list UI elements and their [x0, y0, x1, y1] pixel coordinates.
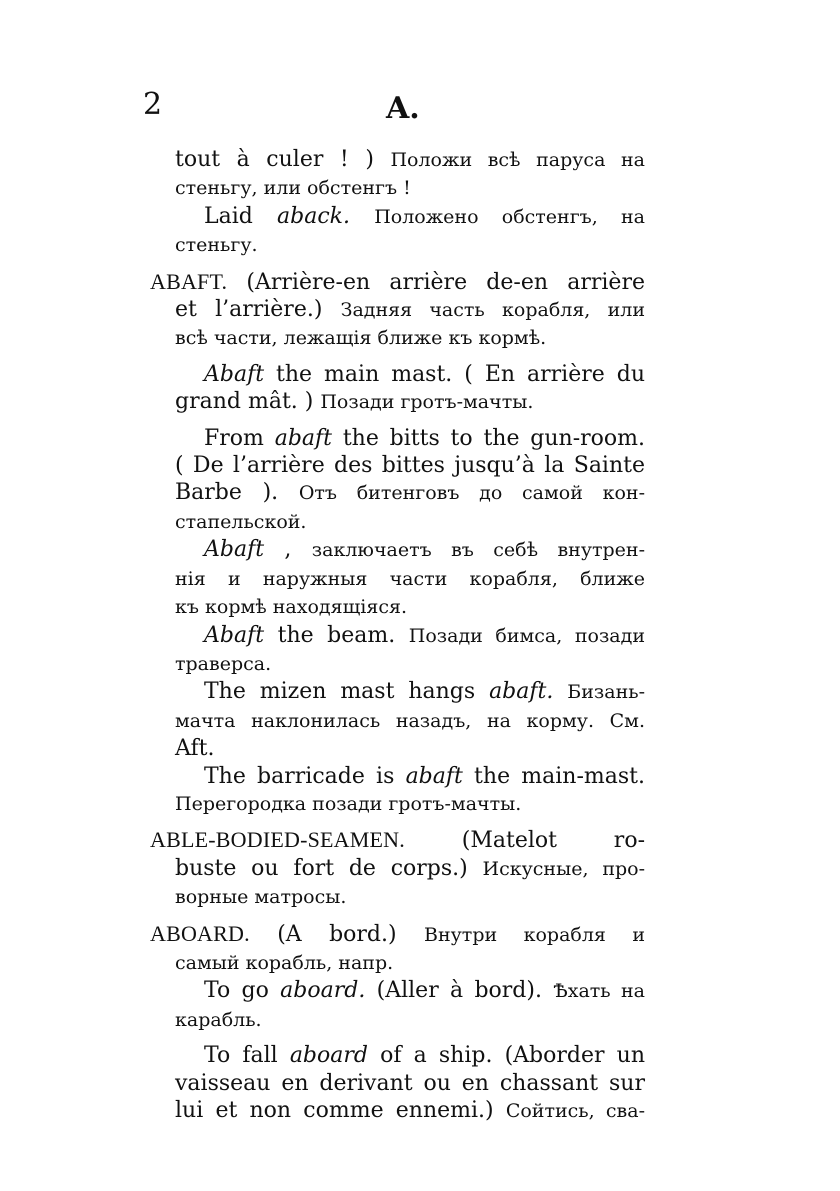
text-line	[150, 593, 645, 621]
text-line	[150, 231, 645, 259]
text-segment: Позади гротъ-мачты.	[320, 391, 534, 414]
text-segment: траверса.	[175, 652, 272, 675]
text-line	[150, 678, 645, 706]
text-line	[150, 425, 645, 452]
text-segment: Задняя часть корабля, или	[340, 299, 645, 322]
text-line	[150, 707, 645, 735]
text-line	[150, 479, 645, 507]
text-line	[150, 826, 645, 854]
page-number: 2	[143, 87, 163, 122]
text-segment: vaisseau en derivant ou en chassant sur	[175, 1070, 645, 1096]
text-segment: Положи всѣ паруса на	[390, 149, 645, 171]
text-line	[150, 1006, 645, 1034]
italic-term: Abaft	[204, 537, 265, 563]
text-segment	[350, 204, 374, 229]
text-line	[150, 296, 645, 324]
text-line	[150, 622, 645, 650]
text-line	[150, 1042, 645, 1069]
text-segment: the bitts to the gun-room.	[332, 425, 645, 451]
italic-term: aboard.	[280, 978, 366, 1004]
text-segment: ,	[264, 537, 312, 563]
italic-term: aboard	[289, 1043, 368, 1069]
text-segment: самый корабль, напр.	[175, 951, 394, 974]
text-line	[150, 203, 645, 231]
text-segment: Перегородка позади гротъ-мачты.	[175, 792, 522, 815]
text-segment: the main mast. ( En arrière du	[264, 361, 645, 387]
entry-headword: ABLE-BODIED-SEAMEN.	[150, 827, 405, 853]
italic-term: abaft	[405, 763, 463, 789]
text-segment: the main-mast.	[462, 763, 645, 789]
italic-term: Abaft	[204, 361, 265, 387]
text-segment: tout à culer ! )	[175, 147, 391, 172]
text-segment: Внутри корабля и	[424, 923, 645, 946]
text-segment: (Arrière-en arrière de-en arrière	[227, 269, 645, 295]
text-line	[150, 949, 645, 977]
text-line	[150, 268, 645, 296]
text-segment: To go	[204, 978, 281, 1004]
text-line	[150, 324, 645, 352]
text-line	[150, 735, 645, 762]
text-line	[150, 146, 645, 174]
text-segment: the beam.	[264, 622, 409, 648]
text-line	[150, 650, 645, 678]
text-line	[150, 883, 645, 911]
text-segment: стеньгу, или обстенгъ !	[175, 177, 411, 200]
text-segment: Отъ битенговъ до самой кон-	[298, 482, 646, 505]
text-line	[150, 565, 645, 593]
text-segment: ( De l’arrière des bittes jusqu’à la Sainte	[175, 453, 645, 479]
text-line	[150, 452, 645, 479]
text-line	[150, 1070, 645, 1097]
text-segment: стапельской.	[175, 510, 307, 533]
text-segment: (Aller à bord).	[365, 978, 554, 1004]
text-line	[150, 763, 645, 790]
text-segment: Искусные, про-	[482, 857, 646, 880]
text-line	[150, 920, 645, 949]
text-segment: къ кормѣ находящіяся.	[175, 596, 407, 619]
text-segment: (A bord.)	[249, 921, 424, 947]
text-segment: of a ship. (Aborder un	[367, 1043, 645, 1069]
text-segment: lui et non comme ennemi.)	[175, 1098, 506, 1123]
dictionary-text	[150, 146, 645, 1125]
text-line	[150, 508, 645, 536]
running-head: A.	[386, 91, 420, 126]
text-segment	[553, 679, 567, 704]
text-segment: Laid	[204, 203, 278, 229]
text-segment: мачта наклонилась назадъ, на корму. См.	[175, 709, 645, 732]
text-segment: Бизань-	[567, 681, 646, 704]
text-segment: To fall	[204, 1043, 290, 1069]
text-line	[150, 174, 645, 202]
text-segment: buste ou fort de corps.)	[175, 855, 483, 881]
text-segment: From	[204, 425, 275, 451]
text-line	[150, 388, 645, 416]
text-segment: заключаетъ въ себѣ внутрен-	[311, 539, 645, 562]
text-segment: стеньгу.	[175, 234, 258, 257]
text-line	[150, 790, 645, 818]
text-line	[150, 536, 645, 564]
text-segment: et l’arrière.)	[175, 297, 341, 323]
text-line	[150, 361, 645, 388]
entry-headword: ABOARD.	[150, 920, 250, 946]
text-segment: Позади бимса, позади	[408, 624, 645, 647]
text-segment: (Matelot ro-	[404, 828, 645, 854]
text-segment: всѣ части, лежащія ближе къ кормѣ.	[175, 327, 547, 350]
text-segment: The mizen mast hangs	[204, 679, 490, 705]
italic-term: aback.	[277, 203, 350, 229]
text-segment: ворные матросы.	[175, 886, 347, 909]
text-segment: нія и наружныя части корабля, ближе	[175, 567, 645, 590]
text-line	[150, 855, 645, 883]
text-segment: The barricade is	[204, 763, 406, 789]
text-segment: Положено обстенгъ, на	[374, 205, 645, 228]
text-segment: Сойтись, сва-	[505, 1100, 645, 1122]
entry-headword: ABAFT.	[150, 268, 228, 294]
italic-term: Abaft	[204, 622, 265, 648]
italic-term: abaft	[274, 425, 333, 451]
text-segment: Ѣхать на	[553, 980, 646, 1003]
text-line	[150, 977, 645, 1005]
text-segment: Barbe ).	[175, 480, 299, 506]
text-segment: grand mât. )	[175, 389, 321, 415]
text-segment: Aft.	[175, 736, 215, 762]
italic-term: abaft.	[489, 679, 554, 705]
text-line	[150, 1097, 645, 1125]
text-segment: карабль.	[175, 1008, 262, 1031]
